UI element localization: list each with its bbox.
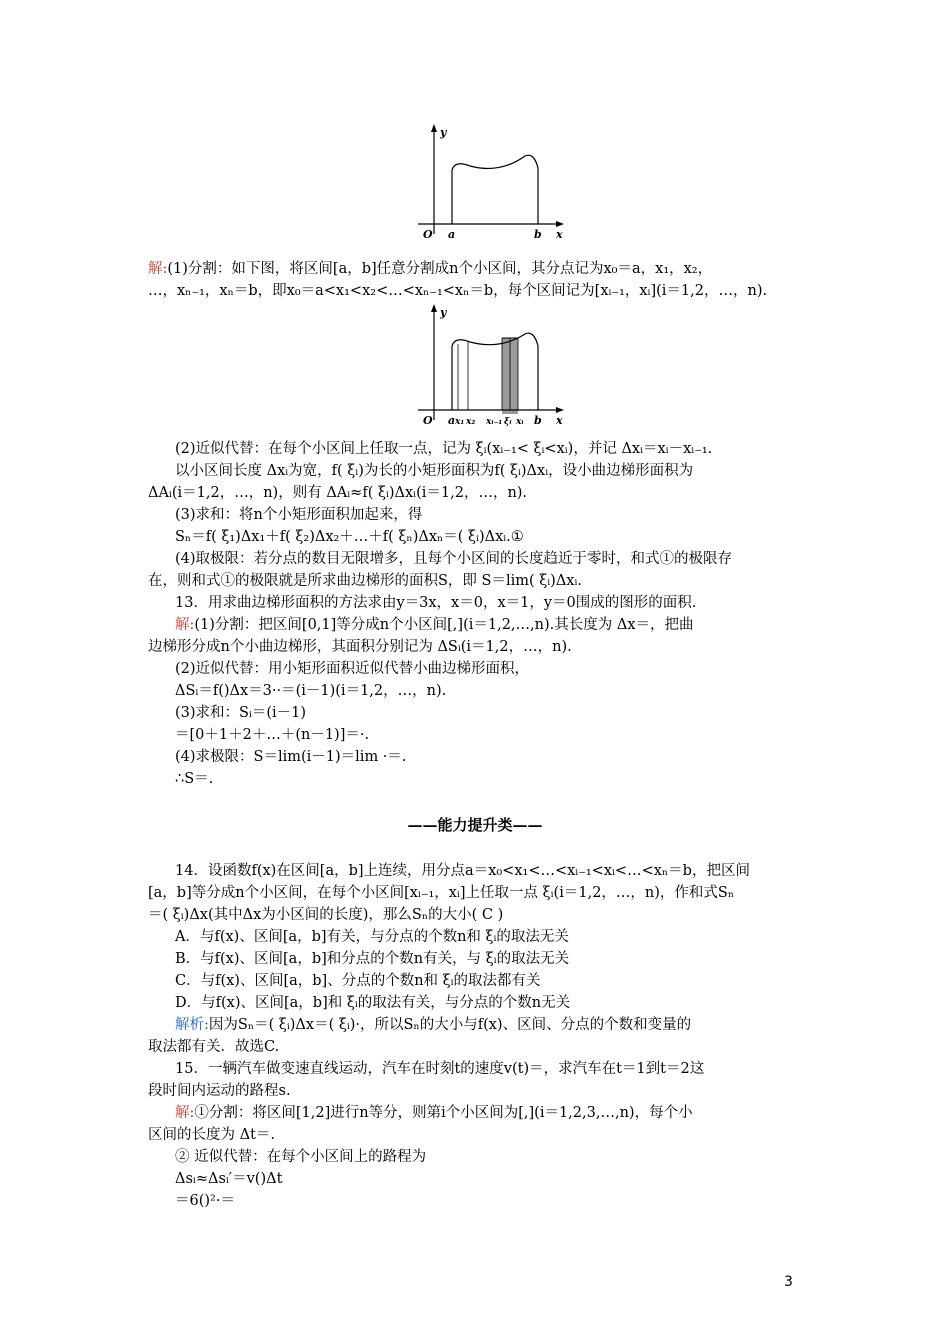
solution-line: …，xₙ₋₁，xₙ＝b，即x₀＝a<x₁<x₂<…<xₙ₋₁<xₙ＝b，每个区间记为[xᵢ₋₁，xᵢ](i＝1,2，…，n).	[148, 283, 768, 299]
question-14-line: ＝( ξᵢ)Δx(其中Δx为小区间的长度)，那么Sₙ的大小( C )	[148, 907, 504, 923]
y-label: y	[440, 306, 447, 319]
solution-line: 边梯形分成n个小曲边梯形，其面积分别记为 ΔSᵢ(i＝1,2，…，n).	[148, 639, 572, 655]
solution-line: (2)近似代替：在每个小区间上任取一点，记为 ξᵢ(xᵢ₋₁< ξᵢ<xᵢ)，并记 Δxᵢ＝xᵢ－xᵢ₋₁.	[175, 441, 713, 457]
solution-line: (2)近似代替：用小矩形面积近似代替小曲边梯形面积，	[175, 661, 530, 677]
solution-line: Sₙ＝f( ξ₁)Δx₁＋f( ξ₂)Δx₂＋…＋f( ξₙ)Δxₙ＝( ξᵢ)Δxᵢ.①	[175, 529, 524, 545]
solution-line: 区间的长度为 Δt＝.	[148, 1127, 276, 1143]
solution-line: ＝6()²·＝	[175, 1193, 235, 1209]
tick-xi-1: xᵢ₋₁	[486, 417, 503, 427]
solution-line: 以小区间长度 Δxᵢ为宽，f( ξᵢ)为长的小矩形面积为f( ξᵢ)Δxᵢ，设小曲边梯形面积为	[175, 463, 694, 479]
solution-line: (3)求和：将n个小矩形面积加起来，得	[175, 507, 423, 523]
tick-a: a	[448, 414, 456, 427]
option-d: D．与f(x)、区间[a，b]和 ξᵢ的取法有关，与分点的个数n无关	[175, 995, 571, 1011]
solution-line: ② 近似代替：在每个小区间上的路程为	[175, 1149, 427, 1165]
curve	[452, 155, 538, 224]
tick-xi: ξᵢ	[504, 417, 512, 427]
question-14: 14．设函数f(x)在区间[a，b]上连续，用分点a＝x₀<x₁<…<xᵢ₋₁<xᵢ<…<xₙ＝b，把区间	[175, 863, 750, 879]
solution-line: 在，则和式①的极限就是所求曲边梯形的面积S，即 S＝lim( ξᵢ)Δxᵢ.	[148, 573, 582, 589]
solution-tag: 解:	[175, 617, 195, 633]
solution-line	[175, 614, 694, 636]
solution-line: ＝[0＋1＋2＋…＋(n－1)]＝·.	[175, 727, 370, 743]
x-label: x	[556, 414, 563, 427]
solution-line: (3)求和：Sᵢ＝(i－1)	[175, 705, 307, 721]
origin-label: O	[423, 228, 433, 241]
b-label: b	[534, 228, 542, 241]
page-number: 3	[784, 1274, 793, 1290]
solution-line: (4)求极限：S＝lim(i－1)＝lim ·＝.	[175, 749, 407, 765]
tick-b: b	[534, 414, 542, 427]
question-13: 13．用求曲边梯形面积的方法求由y＝3x，x＝0，x＝1，y＝0围成的图形的面积.	[175, 595, 697, 611]
a-label: a	[448, 228, 456, 241]
y-axis-arrow	[431, 124, 437, 132]
hint-tag: 解析:	[175, 1017, 209, 1033]
y-label: y	[440, 126, 447, 139]
solution-text: ①分割：将区间[1,2]进行n等分，则第i个小区间为[,](i＝1,2,3,…,n)，每个小	[194, 1105, 693, 1121]
tick-x2: x₂	[466, 417, 476, 427]
x-axis-arrow	[556, 221, 564, 227]
origin-label: O	[423, 414, 433, 427]
figure-partition	[410, 302, 580, 430]
question-15-line: 段时间内运动的路程s.	[148, 1083, 291, 1099]
hint-line: 取法都有关．故选C.	[148, 1039, 280, 1055]
option-c: C．与f(x)、区间[a，b]、分点的个数n和 ξᵢ的取法都有关	[175, 973, 541, 989]
solution-tag: 解:	[148, 261, 168, 277]
hint-line	[175, 1014, 691, 1036]
solution-text: (1)分割：把区间[0,1]等分成n个小区间[,](i＝1,2,…,n).其长度为 Δx＝，把曲	[194, 617, 694, 633]
question-15: 15．一辆汽车做变速直线运动，汽车在时刻t的速度v(t)＝，求汽车在t＝1到t＝2这	[175, 1061, 705, 1077]
solution-line	[148, 258, 712, 280]
hint-text: 因为Sₙ＝( ξᵢ)Δx＝( ξᵢ)·，所以Sₙ的大小与f(x)、区间、分点的个数和变量的	[208, 1017, 692, 1033]
solution-line: Δsᵢ≈Δsᵢ′＝v()Δt	[175, 1171, 283, 1187]
tick-x1: x₁	[455, 417, 465, 427]
solution-line	[175, 1102, 693, 1124]
section-heading: ——能力提升类——	[407, 816, 543, 834]
figure-curve-region	[410, 122, 580, 244]
tick-x-i: xᵢ	[516, 417, 524, 427]
solution-text: (1)分割：如下图，将区间[a，b]任意分割成n个小区间，其分点记为x₀＝a，x₁，x₂，	[167, 261, 713, 277]
solution-tag: 解:	[175, 1105, 195, 1121]
question-14-line: [a，b]等分成n个小区间，在每个小区间[xᵢ₋₁，xᵢ]上任取一点 ξᵢ(i＝1,2，…，n)，作和式Sₙ	[148, 885, 735, 901]
solution-line: ΔSᵢ＝f()Δx＝3··＝(i－1)(i＝1,2，…，n).	[175, 683, 447, 699]
x-label: x	[556, 228, 563, 241]
option-b: B．与f(x)、区间[a，b]和分点的个数n有关，与 ξᵢ的取法无关	[175, 951, 570, 967]
solution-line: ∴S＝.	[175, 771, 214, 787]
solution-line: ΔAᵢ(i＝1,2，…，n)，则有 ΔAᵢ≈f( ξᵢ)Δxᵢ(i＝1,2，…，n).	[148, 485, 528, 501]
option-a: A．与f(x)、区间[a，b]有关，与分点的个数n和 ξᵢ的取法无关	[175, 929, 569, 945]
solution-line: (4)取极限：若分点的数目无限增多，且每个小区间的长度趋近于零时，和式①的极限存	[175, 551, 733, 567]
